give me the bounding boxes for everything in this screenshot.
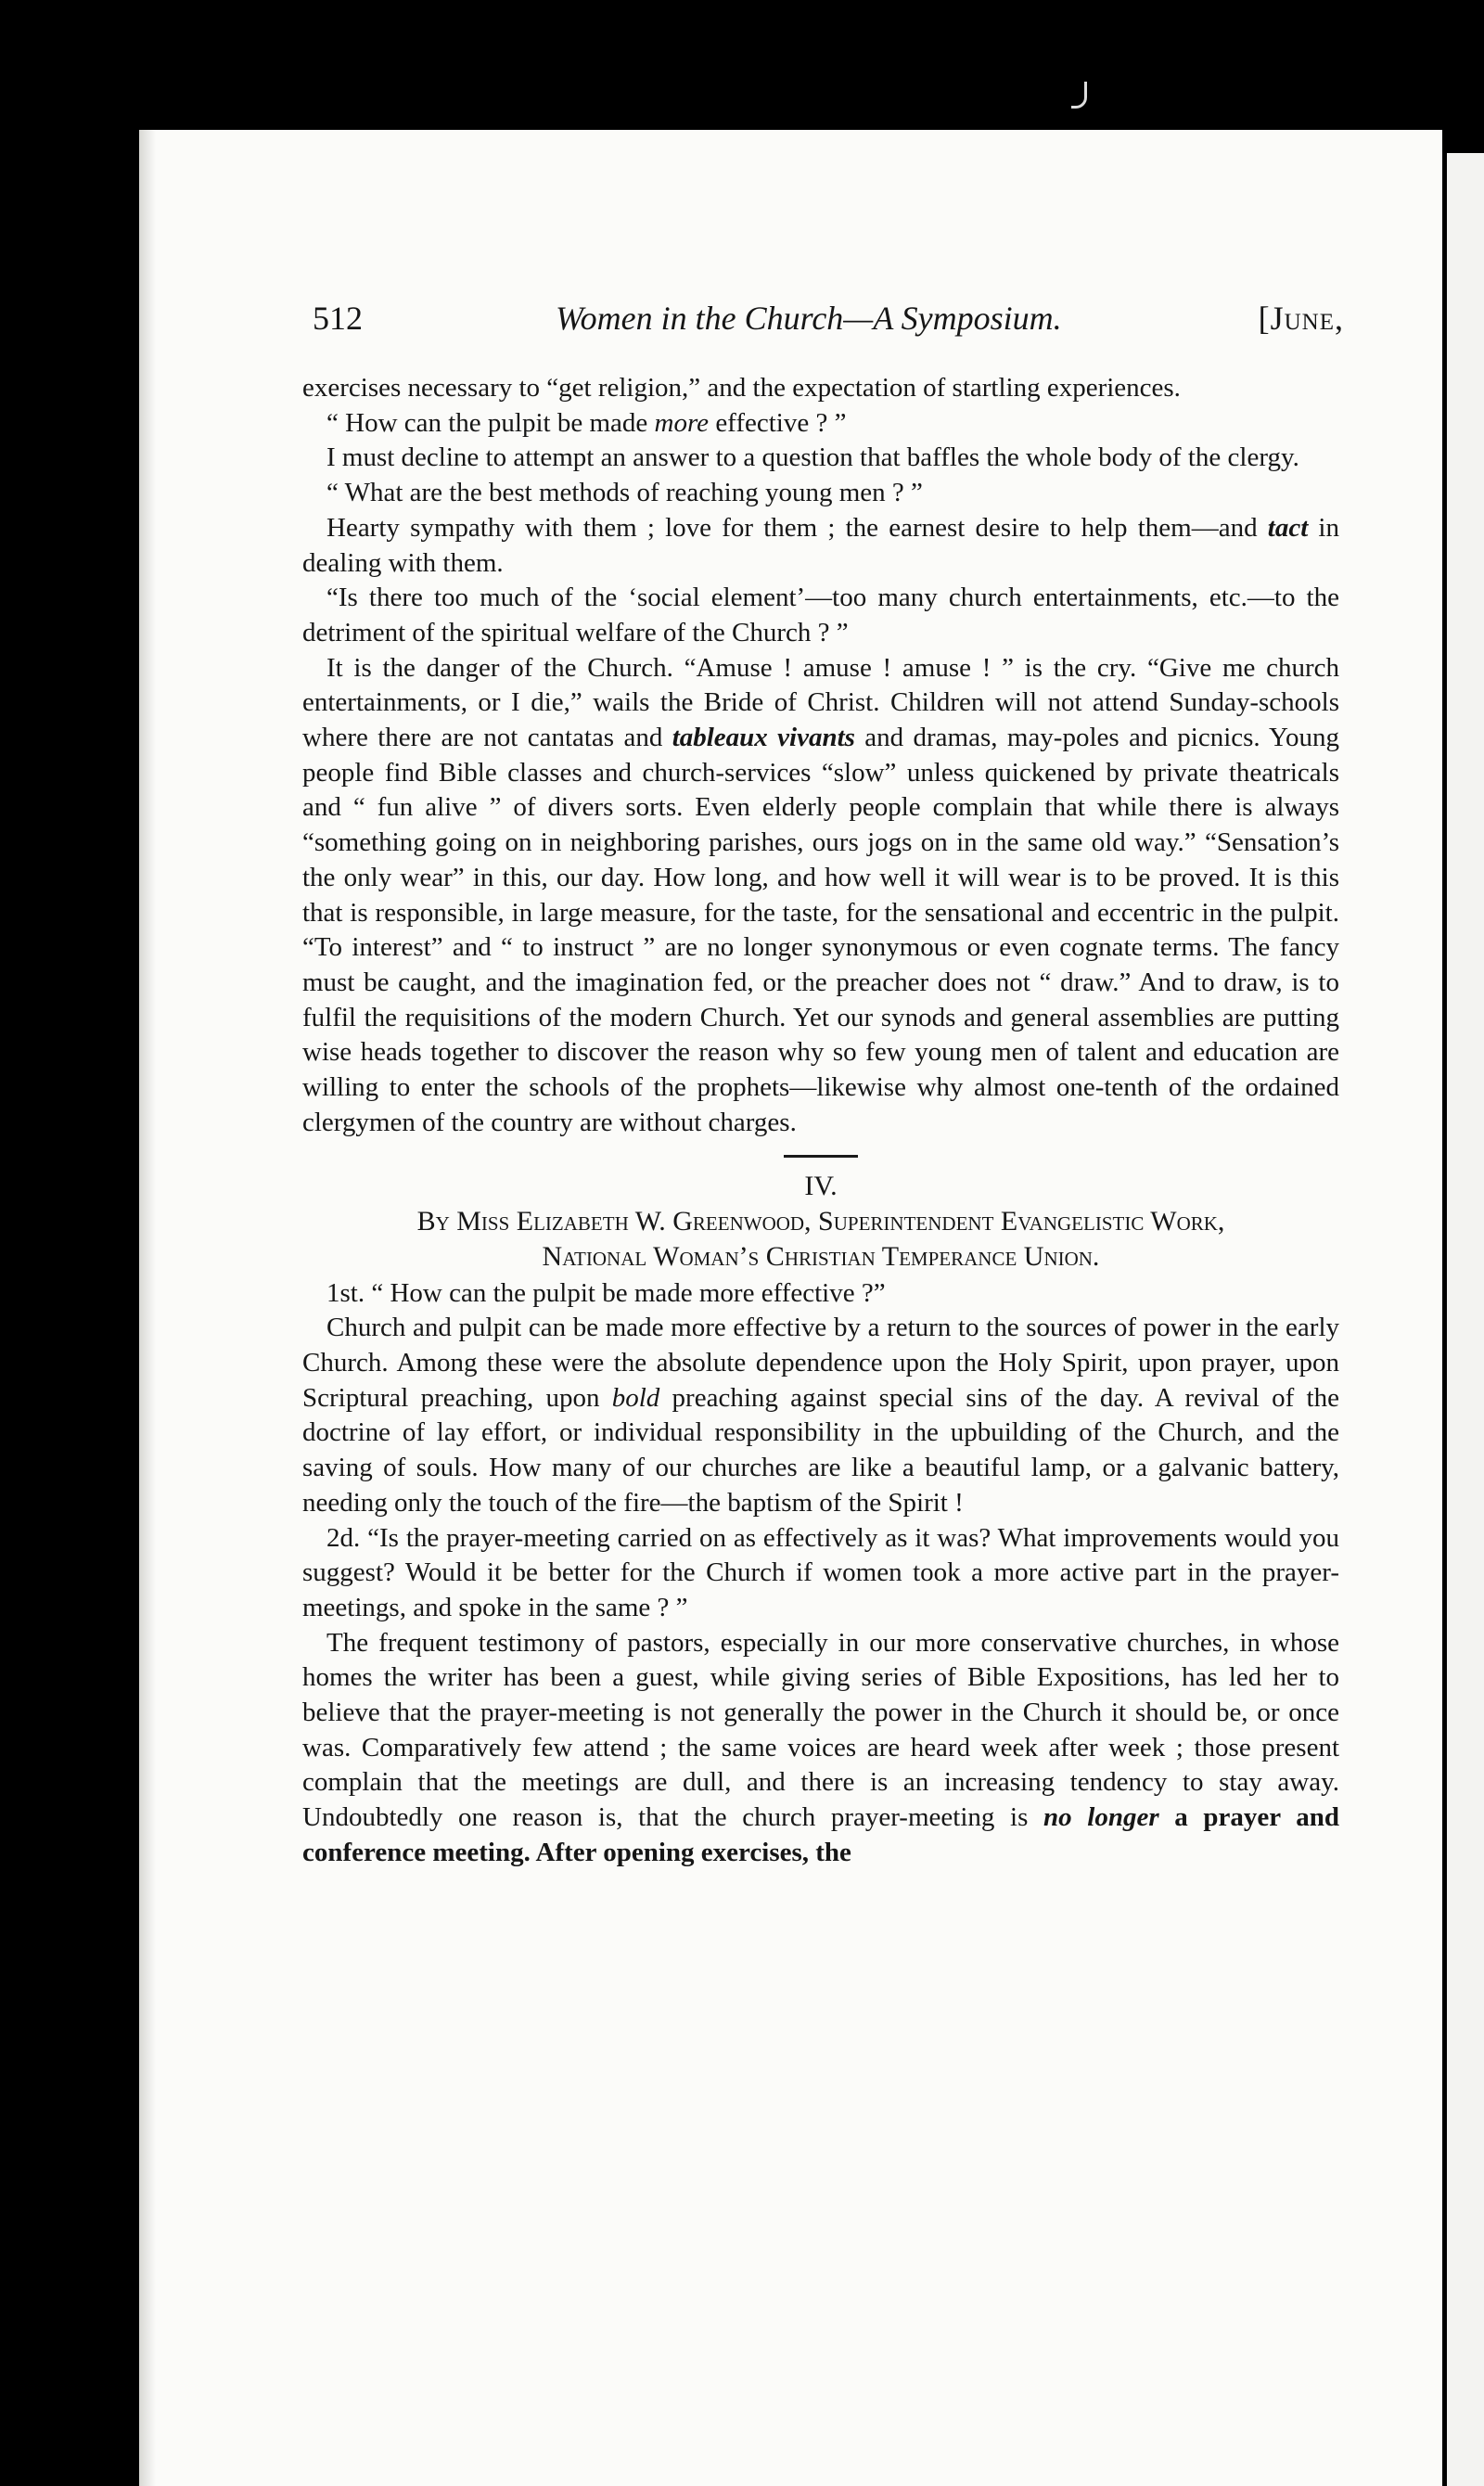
question-paragraph [302,1521,1339,1626]
page-gutter-shadow [139,130,156,2486]
paragraph-text: “Is there too much of the ‘social element’—too many church entertainments, etc.—to the detriment of the spiritual welfare of the Church ? ” [302,583,1339,647]
paragraph [302,651,1339,1141]
paragraph [302,371,1339,406]
italic-phrase: tableaux vivants [672,723,855,753]
paragraph-text: 1st. “ How can the pulpit be made more effective ?” [326,1277,886,1308]
issue-month: [June, [1258,300,1344,337]
article-body [302,371,1339,1871]
question-paragraph [302,581,1339,650]
running-title: Women in the Church—A Symposium. [556,300,1062,337]
paragraph-text: 2d. “Is the prayer-meeting carried on as effectively as it was? What improvements would you suggest? Would it be better for the Church if women took a more active part in the prayer-meetings, and spoke in the same ? ” [302,1522,1339,1622]
paragraph-text: a prayer and conference meeting. After opening exercises, the [302,1802,1339,1867]
author-byline: By Miss Elizabeth W. Greenwood, Superintendent Evangelistic Work, [416,1206,1225,1237]
section-divider [784,1155,858,1158]
paragraph [302,511,1339,581]
paragraph [302,441,1339,476]
paragraph [302,1311,1339,1520]
paragraph-text: Hearty sympathy with them ; love for them ; the earnest desire to help them—and [326,512,1268,543]
italic-phrase: no longer [1043,1802,1159,1833]
paragraph-text: The frequent testimony of pastors, especially in our more conservative churches, in whose homes the writer has been a guest, while giving series of Bible Expositions, has led her to believe that the prayer-meeting is not generally the power in the Church it should be, or once was. Comparatively few attend ; the same voices are heard week after week ; those present complain that the meetings are dull, and there is an increasing tendency to stay away. Undoubtedly one reason is, that the church prayer-meeting is [302,1627,1339,1833]
paragraph [302,1626,1339,1871]
page-number: 512 [313,300,363,337]
italic-word: bold [611,1382,660,1413]
author-affiliation: National Woman’s Christian Temperance Union. [542,1240,1100,1272]
question-paragraph [302,1276,1339,1312]
paragraph-text: preaching against special sins of the day. A revival of the doctrine of lay effort, or individual responsibility in the upbuilding of the Church, and the saving of souls. How many of our churches are like a beautiful lamp, or a galvanic battery, needing only the touch of the fire—the baptism of the Spirit ! [302,1382,1339,1518]
paragraph-text: in dealing with them. [302,512,1339,578]
paragraph-text: “ How can the pulpit be made [326,407,655,438]
section-number: IV. [804,1171,838,1202]
paragraph-text: and dramas, may-poles and picnics. Young people find Bible classes and church-services “slow” unless quickened by private theatricals and “ fun alive ” of divers sorts. Even elderly people complain that while there is always “something going on in neighboring parishes, ours jogs on in the same old way.” “Sensation’s the only wear” in this, our day. How long, and how well it will wear is to be proved. It is this that is responsible, in large measure, for the taste, for the sensational and eccentric in the pulpit. “To interest” and “ to instruct ” are no longer synonymous or even cognate terms. The fancy must be caught, and the imagination fed, or the preacher does not “ draw.” And to draw, is to fulfil the requisitions of the modern Church. Yet our synods and general assemblies are putting wise heads together to discover the reason why so few young men of talent and education are willing to enter the schools of the prophets—likewise why almost one-tenth of the ordained clergymen of the country are without charges. [302,723,1339,1137]
italic-word: more [654,407,710,438]
paragraph-text: I must decline to attempt an answer to a question that baffles the whole body of the clergy. [326,442,1299,473]
paragraph-text: Church and pulpit can be made more effective by a return to the sources of power in the early Church. Among these were the absolute dependence upon the Holy Spirit, upon prayer, upon Scriptural preaching, upon [302,1313,1339,1413]
paragraph-text: effective ? ” [709,407,847,438]
paragraph-text: It is the danger of the Church. “Amuse ! amuse ! amuse ! ” is the cry. “Give me church entertainments, or I die,” wails the Bride of Christ. Children will not attend Sunday-schools where there are not cantatas and [302,652,1339,753]
pencil-mark [1071,82,1087,109]
next-page-edge [1447,153,1484,2486]
question-paragraph [302,476,1339,511]
paragraph-text: exercises necessary to “get religion,” and the expectation of startling experiences. [302,373,1181,403]
running-header [313,299,1344,354]
paragraph-text: “ What are the best methods of reaching young men ? ” [326,478,923,508]
italic-word: tact [1267,512,1309,543]
question-paragraph [302,406,1339,442]
